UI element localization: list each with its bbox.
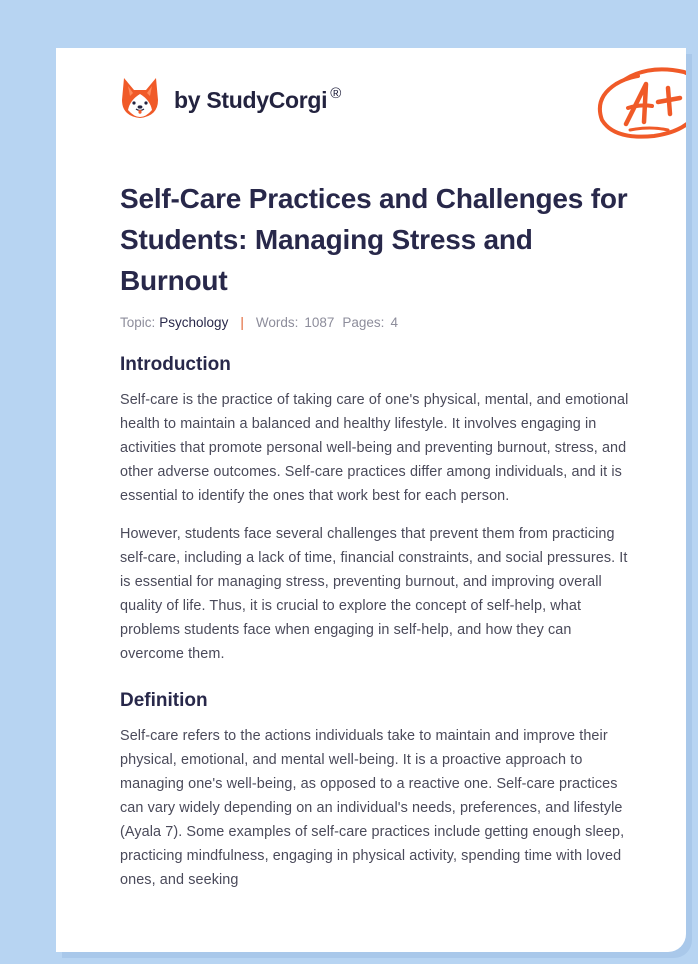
document-title: Self-Care Practices and Challenges for Students: Managing Stress and Burnout <box>120 183 628 296</box>
pages-label: Pages: <box>342 315 385 330</box>
a-plus-grade-icon <box>594 60 686 151</box>
document-meta <box>120 315 632 330</box>
paragraph: Self-care is the practice of taking care of one's physical, mental, and emotional health to maintain a balanced and healthy lifestyle. It involves engaging in activities that promote personal well-being and preventing burnout, stress, and other adverse outcomes. Self-care practices differ among individuals, and it is essential to identify the ones that work best for each person. <box>120 392 629 504</box>
brand-name: by StudyCorgi ® <box>174 84 342 113</box>
words-value: 1087 <box>304 315 335 330</box>
paragraph: However, students face several challenges that prevent them from practicing self-care, including a lack of time, financial constraints, and social pressures. It is essential for managing stress, preventing burnout, and improving overall quality of life. Thus, it is crucial to explore the concept of self-help, what problems students face when engaging in self-help, and how they can overcome them. <box>120 526 628 662</box>
corgi-logo-icon <box>120 76 160 120</box>
section-heading-introduction: Introduction <box>120 354 231 375</box>
topic-link[interactable]: Psychology <box>159 315 229 330</box>
words-label: Words: <box>255 315 299 330</box>
paragraph: Self-care refers to the actions individuals take to maintain and improve their physical, emotional, and mental well-being. It is a proactive approach to managing one's well-being, as opposed to a reactive one. Self-care practices can vary widely depending on an individual's needs, preferences, and lifestyle (Ayala 7). Some examples of self-care practices include getting enough sleep, practicing mindfulness, engaging in physical activity, spending time with loved ones, and seeking <box>120 728 625 888</box>
pages-value: 4 <box>390 315 398 330</box>
topic-label: Topic: <box>120 315 156 330</box>
registered-mark: ® <box>330 84 342 102</box>
studycorgi-logo[interactable] <box>120 76 341 120</box>
section-heading-definition: Definition <box>120 690 208 711</box>
meta-separator: | <box>240 315 244 330</box>
header <box>120 76 650 146</box>
document-card <box>56 48 686 952</box>
document-content <box>120 178 632 906</box>
